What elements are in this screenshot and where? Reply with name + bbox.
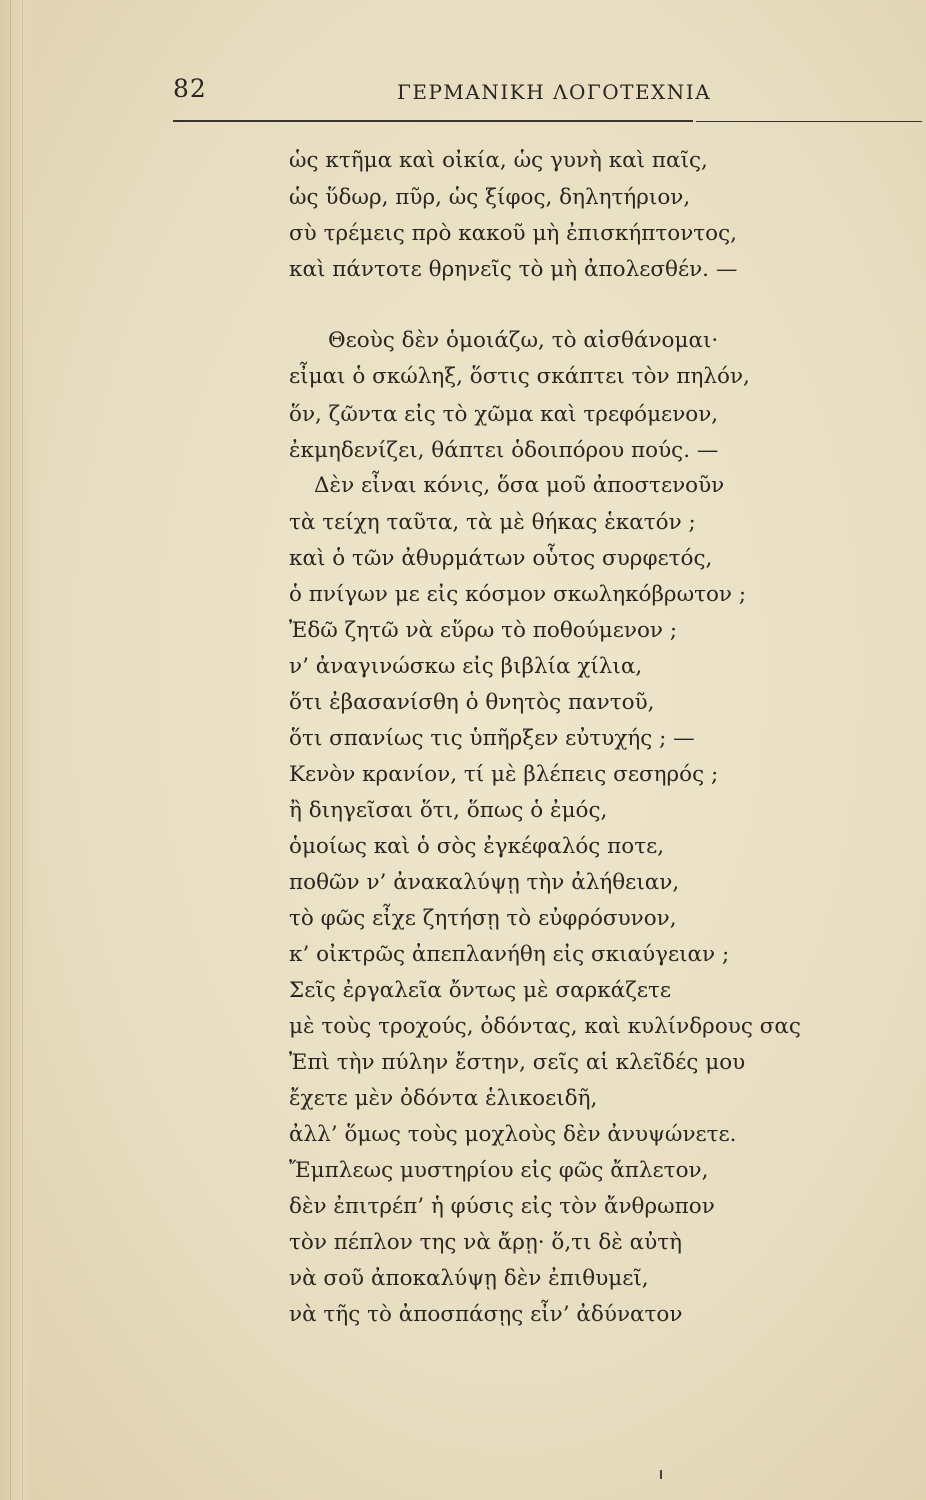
poem-line: κ’ οἰκτρῶς ἀπεπλανήθη εἰς σκιαύγειαν ; [289,942,730,967]
poem-line: τὰ τείχη ταῦτα, τὰ μὲ θήκας ἑκατόν ; [289,510,696,535]
poem-line: ὅτι σπανίως τις ὑπῆρξεν εὐτυχής ; — [289,726,695,751]
poem-line: Σεῖς ἐργαλεῖα ὄντως μὲ σαρκάζετε [289,978,672,1003]
poem-line: Κενὸν κρανίον, τί μὲ βλέπεις σεσηρός ; [289,762,719,787]
poem-line: τὸ φῶς εἶχε ζητήσῃ τὸ εὐφρόσυνον, [289,906,677,931]
poem-line: σὺ τρέμεις πρὸ κακοῦ μὴ ἐπισκήπτοντος, [289,221,737,246]
poem-line: Δὲν εἶναι κόνις, ὅσα μοῦ ἀποστενοῦν [314,473,725,498]
poem-line: καὶ πάντοτε θρηνεῖς τὸ μὴ ἀπολεσθέν. — [289,257,738,282]
poem-line: δὲν ἐπιτρέπ’ ἡ φύσις εἰς τὸν ἄνθρωπον [289,1194,715,1219]
running-title: ΓΕΡΜΑΝΙΚΗ ΛΟΓΟΤΕΧΝΙΑ [397,80,712,104]
poem-line: ὅτι ἐβασανίσθη ὁ θνητὸς παντοῦ, [289,690,655,715]
poem-line: μὲ τοὺς τροχούς, ὀδόντας, καὶ κυλίνδρους σας [289,1014,801,1039]
poem-line: Ἔμπλεως μυστηρίου εἰς φῶς ἄπλετον, [289,1158,709,1183]
page-number: 82 [173,74,207,103]
poem-line: ὡς κτῆμα καὶ οἰκία, ὡς γυνὴ καὶ παῖς, [289,148,708,173]
poem-line: νὰ τῆς τὸ ἀποσπάσῃς εἶν’ ἀδύνατον [289,1302,683,1327]
poem-line: Ἐπὶ τὴν πύλην ἔστην, σεῖς αἱ κλεῖδές μου [289,1050,746,1075]
poem-line: ὁμοίως καὶ ὁ σὸς ἐγκέφαλός ποτε, [289,834,665,859]
poem-line: Θεοὺς δὲν ὁμοιάζω, τὸ αἰσθάνομαι· [328,328,719,353]
poem-line: νὰ σοῦ ἀποκαλύψῃ δὲν ἐπιθυμεῖ, [289,1266,649,1291]
poem-line: εἶμαι ὁ σκώληξ, ὅστις σκάπτει τὸν πηλόν, [289,364,750,389]
poem-line: ἔχετε μὲν ὀδόντα ἑλικοειδῆ, [289,1086,598,1111]
poem-line: ἐκμηδενίζει, θάπτει ὁδοιπόρου πούς. — [289,438,719,463]
poem-line: ὁ πνίγων με εἰς κόσμον σκωληκόβρωτον ; [289,582,747,607]
poem-line: ἀλλ’ ὅμως τοὺς μοχλοὺς δὲν ἀνυψώνετε. [289,1122,737,1147]
poem-line: τὸν πέπλον της νὰ ἄρῃ· ὅ,τι δὲ αὐτὴ [289,1230,683,1255]
poem-line: Ἐδῶ ζητῶ νὰ εὕρω τὸ ποθούμενον ; [289,618,678,643]
poem-line: ὅν, ζῶντα εἰς τὸ χῶμα καὶ τρεφόμενον, [289,402,719,427]
poem-line: ποθῶν ν’ ἀνακαλύψῃ τὴν ἀλήθειαν, [289,870,680,895]
poem-line: ν’ ἀναγινώσκω εἰς βιβλία χίλια, [289,654,643,679]
poem-line: ἢ διηγεῖσαι ὅτι, ὅπως ὁ ἐμός, [289,798,608,823]
poem-line: ὡς ὕδωρ, πῦρ, ὡς ξίφος, δηλητήριον, [289,185,691,210]
print-speck [660,1470,662,1479]
poem-line: καὶ ὁ τῶν ἀθυρμάτων οὗτος συρφετός, [289,546,713,571]
